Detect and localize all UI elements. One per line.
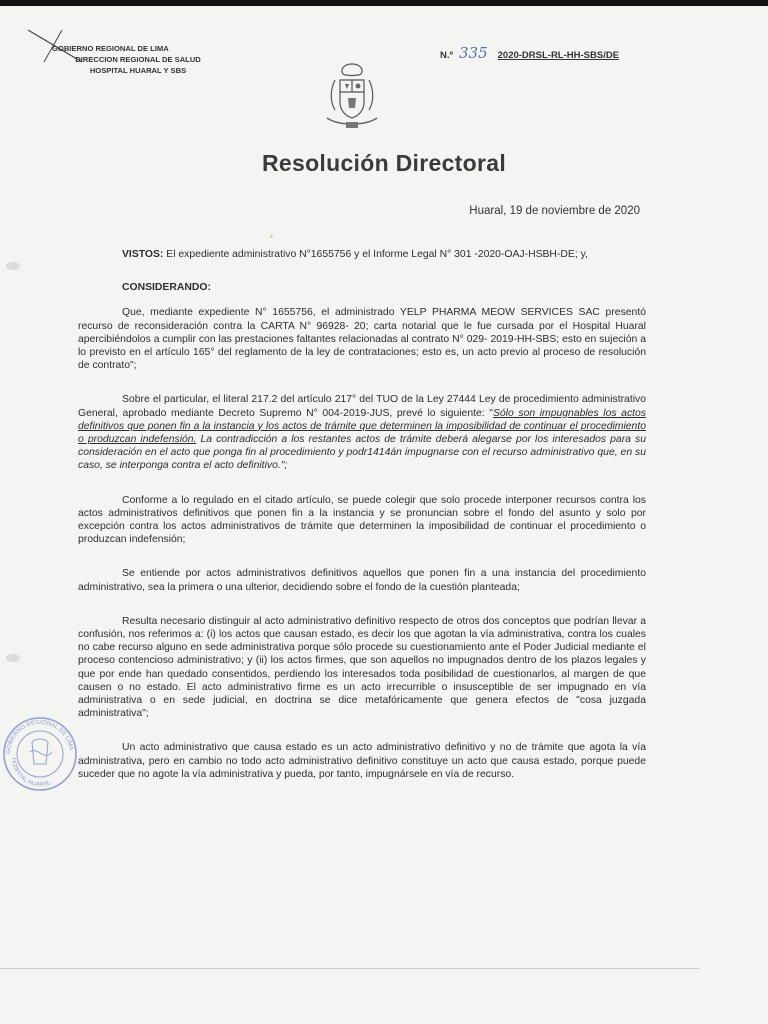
considerando-heading: CONSIDERANDO: <box>122 282 211 294</box>
hospital-stamp <box>0 712 80 796</box>
institution-header <box>48 43 228 76</box>
document-date: Huaral, 19 de noviembre de 2020 <box>469 205 640 217</box>
org-line-2: DIRECCION REGIONAL DE SALUD <box>75 55 201 64</box>
vistos-label: VISTOS: <box>122 249 164 260</box>
document-body <box>78 248 646 781</box>
document-title: Resolución Directoral <box>261 150 507 176</box>
org-line-1: GOBIERNO REGIONAL DE LIMA <box>52 44 169 53</box>
scan-speck: ▪ <box>270 232 273 241</box>
punch-hole-mark <box>6 654 20 662</box>
org-line-3: HOSPITAL HUARAL Y SBS <box>89 66 187 75</box>
paragraph-6: Un acto administrativo que causa estado es un acto administrativo definitivo y no de trámite que agota la vía administrativa, pero en cambio no todo acto administrativo definitivo constituye un acto que causa estado, porque puede suceder que no agote la vía administrativa y pueda, por tanto, impugnársele en vía de recurso. <box>78 742 646 780</box>
paragraph-1: Que, mediante expediente N° 1655756, el administrado YELP PHARMA MEOW SERVICES SAC presentó recurso de reconsideración contra la CARTA N° 96928- 20; carta notarial que le fue cursada por el Hospital Huaral apercibiéndolos a cumplir con las prestaciones faltantes relacionadas al contrato N° 029- 2019-HH-SBS; esto en sujeción a lo previsto en el artículo 165° del reglamento de la ley de contrataciones; esto es, un acto previo al proceso de resolución de contrato"; <box>78 307 646 372</box>
vistos-text: El expediente administrativo N°1655756 y el Informe Legal N° 301 -2020-OAJ-HSBH-DE; y, <box>166 249 588 260</box>
paragraph-4: Se entiende por actos administrativos definitivos aquellos que ponen fin a una instancia del procedimiento administrativo, sea la primera o una ulterior, decidiendo sobre el fondo de la cuestión planteada; <box>78 568 646 593</box>
paragraph-2-quote-rest: La contradicción a los restantes actos de trámite deberá alegarse por los interesados para su consideración en el acto que ponga fin al procedimiento y podr1414án impugnarse con el recurso administrativo que, en su caso, se interponga contra el acto definitivo."; <box>78 434 646 472</box>
punch-hole-mark <box>6 262 20 270</box>
number-code: 2020-DRSL-RL-HH-SBS/DE <box>497 50 620 61</box>
scan-edge <box>0 0 768 6</box>
paragraph-2-intro: Sobre el particular, el literal 217.2 del artículo 217° del TUO de la Ley 27444 Ley de procedimiento administrativo General, aprobado mediante Decreto Supremo N° 004-2019-JUS, prevé lo siguiente: " <box>78 394 646 419</box>
vistos-paragraph <box>78 248 646 261</box>
svg-text:HOSPITAL HUARAL: HOSPITAL HUARAL <box>9 757 52 789</box>
resolution-number <box>440 44 619 62</box>
coat-of-arms-seal <box>313 56 391 134</box>
svg-text:GOBIERNO REGIONAL DE LIMA: GOBIERNO REGIONAL DE LIMA <box>5 719 74 755</box>
paragraph-3: Conforme a lo regulado en el citado artículo, se puede colegir que solo procede interponer recursos contra los actos administrativos definitivos que ponen fin a la instancia y se pronuncian sobre el fondo del asunto y solo por excepción contra los actos administrativos de trámite que determinen la imposibilidad de continuar el procedimiento o produzcan indefensión; <box>78 494 646 546</box>
number-prefix: N.º <box>440 50 453 61</box>
paragraph-5: Resulta necesario distinguir al acto administrativo definitivo respecto de otros dos conceptos que podrían llevar a confusión, nos referimos a: (i) los actos que causan estado, es decir los que agotan la vía administrativa, contra los cuales no cabe recurso alguno en sede administrativa porque sólo procede su cuestionamiento ante el Poder Judicial mediante el proceso contencioso administrativo; y (ii) los actos firmes, que son aquellos no impugnados dentro de los plazos legales y que por ende han quedado consentidos, perdiendo los interesados toda posibilidad de cuestionarlos, al margen de que causen o no estado. El acto administrativo firme es un acto irrecurrible o insusceptible de ser impugnado en vía administrativa o en sede judicial, en doctrina se dice metafóricamente que genera efectos de "cosa juzgada administrativa"; <box>78 615 646 720</box>
page-fold-line <box>0 968 700 969</box>
paragraph-2 <box>78 393 646 472</box>
handwritten-number: 335 <box>458 44 488 62</box>
paragraph-2-underlined-quote: Sólo son impugnables los actos definitivos que ponen fin a la instancia y los actos de trámite que determinen la imposibilidad de continuar el procedimiento o produzcan indefensión. <box>78 407 646 446</box>
